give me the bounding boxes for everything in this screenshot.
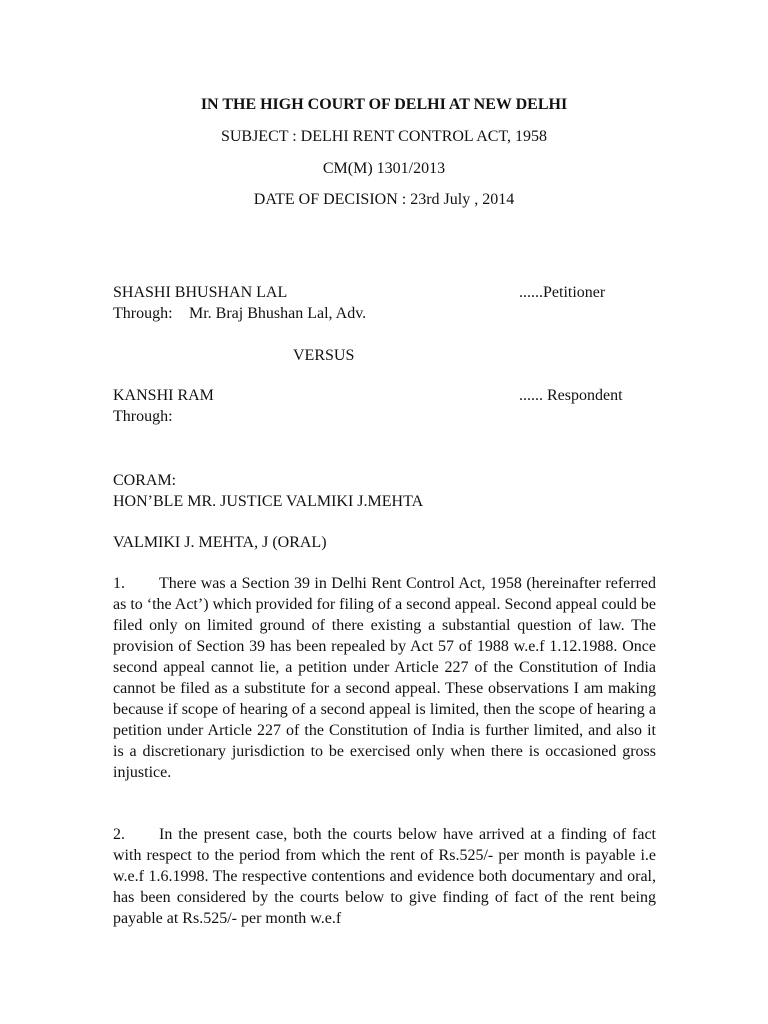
subject-line: SUBJECT : DELHI RENT CONTROL ACT, 1958 <box>220 128 548 145</box>
court-heading: IN THE HIGH COURT OF DELHI AT NEW DELHI <box>200 96 568 113</box>
respondent-name: KANSHI RAM <box>113 387 214 404</box>
paragraph-text: There was a Section 39 in Delhi Rent Control Act, 1958 (hereinafter referred as to ‘the Act’) which provided for filing of a second appeal. Second appeal could be filed only on limited ground of there existing a substantial question of law. The provision of Section 39 has been repealed by Act 57 of 1988 w.e.f 1.12.1988. Once second appeal cannot lie, a petition under Article 227 of the Constitution of India cannot be filed as a substitute for a second appeal. These observations I am making because if scope of hearing of a second appeal is limited, then the scope of hearing a petition under Article 227 of the Constitution of India is further limited, and also it is a discretionary jurisdiction to be exercised only when there is occasioned gross injustice. <box>113 575 656 781</box>
paragraph-text: In the present case, both the courts below have arrived at a finding of fact with respect to the period from which the rent of Rs.525/- per month is payable i.e w.e.f 1.6.1998. The respective contentions and evidence both documentary and oral, has been considered by the courts below to give finding of fact of the rent being payable at Rs.525/- per month w.e.f <box>113 826 656 927</box>
judgment-author: VALMIKI J. MEHTA, J (ORAL) <box>113 534 327 551</box>
respondent-role: ...... Respondent <box>519 387 623 404</box>
decision-date: DATE OF DECISION : 23rd July , 2014 <box>253 191 515 208</box>
paragraph-number: 2. <box>113 826 125 843</box>
coram-judge: HON’BLE MR. JUSTICE VALMIKI J.MEHTA <box>113 493 424 510</box>
petitioner-counsel: Mr. Braj Bhushan Lal, Adv. <box>189 305 367 322</box>
petitioner-through-row <box>113 303 366 324</box>
case-number: CM(M) 1301/2013 <box>322 160 446 177</box>
paragraph-number: 1. <box>113 575 125 592</box>
versus-label: VERSUS <box>293 347 355 364</box>
petitioner-name: SHASHI BHUSHAN LAL <box>113 284 288 301</box>
paragraph-1 <box>113 573 656 783</box>
paragraph-2 <box>113 824 656 929</box>
coram-label: CORAM: <box>113 472 177 489</box>
respondent-through-label: Through: <box>113 408 173 425</box>
petitioner-role: ......Petitioner <box>519 284 606 301</box>
through-label: Through: <box>113 305 173 322</box>
